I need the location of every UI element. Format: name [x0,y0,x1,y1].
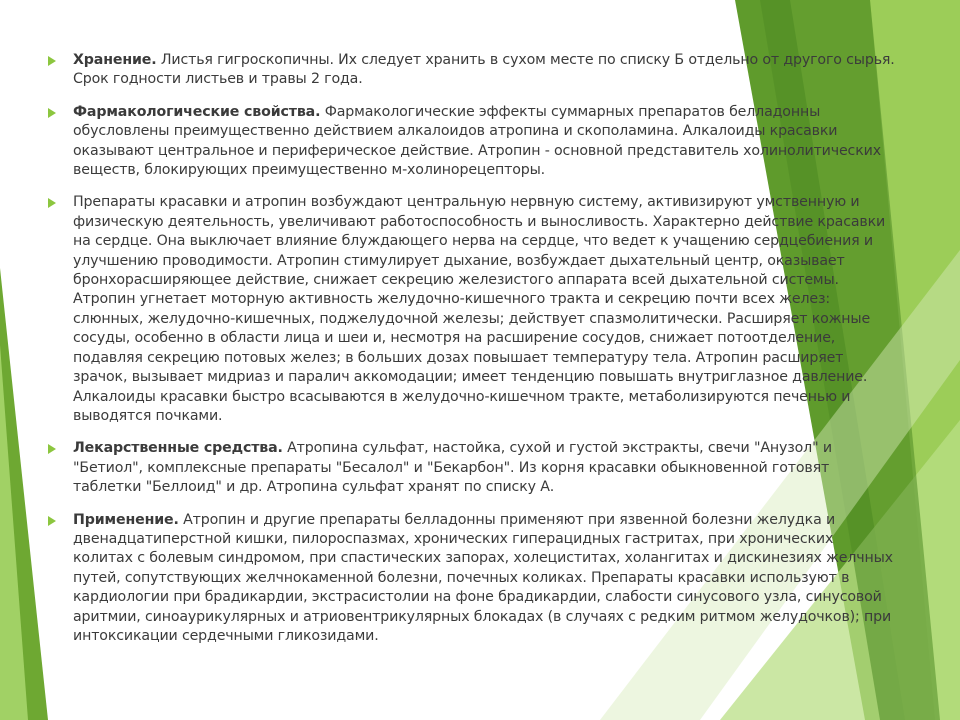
bullet-arrow-icon [48,56,56,66]
bullet-arrow-icon [48,444,56,454]
bullet-arrow-icon [48,198,56,208]
paragraph-text: Атропин и другие препараты белладонны применяют при язвенной болезни желудка и двенадцатиперстной кишки, пилороспазмах, хронических гиперацидных гастритах, при хронических колитах с болевым синдромом, при спастических запорах, холециститах, холангитах и дискинезиях желчных путей, сопутствующих желчнокаменной болезни, почечных коликах. Препараты красавки используют в кардиологии при брадикардии, экстрасистолии на фоне брадикардии, слабости синусового узла, синусовой аритмии, синоаурикулярных и атриовентрикулярных блокадах (в случаях с редким ритмом желудочков); при интоксикации сердечными гликозидами. [73,511,893,644]
bullet-arrow-icon [48,108,56,118]
term-label: Лекарственные средства. [73,440,283,457]
term-label: Применение. [73,511,179,528]
paragraph [73,193,896,426]
list-item-application [46,511,896,647]
paragraph-text: Фармакологические эффекты суммарных препаратов белладонны обусловлены преимущественно действием алкалоидов атропина и скополамина. Алкалоиды красавки оказывают центральное и периферическое действие. Атропин - основной представитель холинолитических веществ, блокирующих преимущественно м-холинорецепторы. [73,103,881,179]
term-label: Фармакологические свойства. [73,103,321,120]
paragraph [73,103,896,181]
term-label: Хранение. [73,52,157,68]
paragraph [73,511,896,647]
paragraph-text: Препараты красавки и атропин возбуждают центральную нервную систему, активизируют умственную и физическую деятельность, увеличивают работоспособность и выносливость. Характерно действие красавки на сердце. Она выключает влияние блуждающего нерва на сердце, что ведет к учащению сердцебиения и улучшению проводимости. Атропин стимулирует дыхание, возбуждает дыхательный центр, оказывает бронхорасширяющее действие, снижает секрецию железистого аппарата всей дыхательной системы. Атропин угнетает моторную активность желудочно-кишечного тракта и секрецию почти всех желез: слюнных, желудочно-кишечных, поджелудочной железы; действует спазмолитически. Расширяет кожные сосуды, особенно в области лица и шеи и, несмотря на расширение сосудов, снижает потоотделение, подавляя секрецию потовых желез; в больших дозах повышает температуру тела. Атропин расширяет зрачок, вызывает мидриаз и паралич аккомодации; имеет тенденцию повышать внутриглазное давление. Алкалоиды красавки быстро всасываются в желудочно-кишечном тракте, метаболизируются печенью и выводятся почками. [73,194,886,424]
bullet-arrow-icon [48,516,56,526]
paragraph-text: Атропина сульфат, настойка, сухой и густой экстракты, свечи "Анузол" и "Бетиол", комплексные препараты "Бесалол" и "Бекарбон". Из корня красавки обыкновенной готовят таблетки "Беллоид" и др. Атропина сульфат хранят по списку А. [73,440,832,496]
paragraph [73,51,896,90]
list-item-pharmacology [46,103,896,181]
list-item-effects [46,193,896,426]
list-item-drugs [46,439,896,497]
list-item-storage [46,51,896,90]
paragraph [73,439,896,497]
paragraph-text: Листья гигроскопичны. Их следует хранить в сухом месте по списку Б отдельно от другого сырья. Срок годности листьев и травы 2 года. [73,52,895,88]
slide-content [46,51,896,659]
